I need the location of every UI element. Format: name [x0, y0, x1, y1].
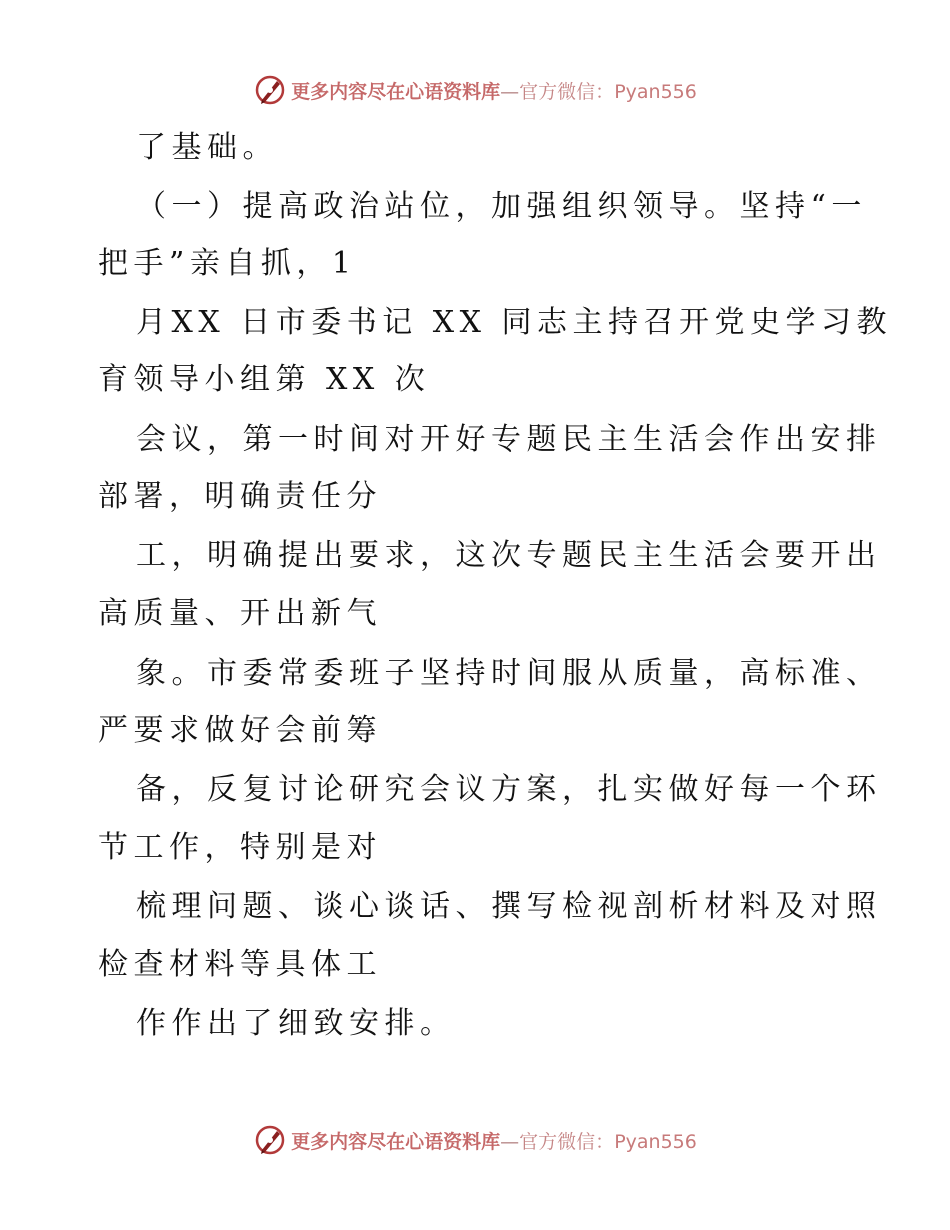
text-line: 部署，明确责任分 [98, 479, 382, 514]
text-line: 月XX 日市委书记 XX 同志主持召开党史学习教 [136, 305, 893, 340]
text-line: 会议，第一时间对开好专题民主生活会作出安排 [136, 422, 882, 457]
text-line: 备，反复讨论研究会议方案，扎实做好每一个环 [136, 772, 882, 807]
text-line: 严要求做好会前筹 [98, 713, 382, 748]
pen-circle-logo-icon [253, 73, 287, 107]
pen-circle-logo-icon [253, 1123, 287, 1157]
text-line: 作作出了细致安排。 [136, 1006, 456, 1041]
watermark-id: Pyan556 [614, 80, 697, 103]
header-watermark [0, 70, 950, 110]
watermark-main-text: 更多内容尽在心语资料库 [291, 80, 501, 103]
text-line: 梳理问题、谈心谈话、撰写检视剖析材料及对照 [136, 889, 882, 924]
watermark-sub-text: 官方微信： [519, 1130, 615, 1153]
text-line: （一）提高政治站位，加强组织领导。坚持“一 [136, 189, 867, 224]
watermark-main-text: 更多内容尽在心语资料库 [291, 1130, 501, 1153]
text-line: 节工作，特别是对 [98, 830, 382, 865]
text-line: 高质量、开出新气 [98, 596, 382, 631]
watermark-separator: — [500, 80, 520, 103]
text-line: 把手”亲自抓，1 [98, 246, 357, 281]
footer-watermark [0, 1120, 950, 1160]
watermark-separator: — [500, 1130, 520, 1153]
watermark-id: Pyan556 [614, 1130, 697, 1153]
text-line: 育领导小组第 XX 次 [98, 362, 431, 397]
text-line: 了基础。 [136, 130, 278, 165]
text-line: 工，明确提出要求，这次专题民主生活会要开出 [136, 538, 882, 573]
text-line: 检查材料等具体工 [98, 947, 382, 982]
text-line: 象。市委常委班子坚持时间服从质量，高标准、 [136, 656, 882, 691]
watermark-sub-text: 官方微信： [519, 80, 615, 103]
